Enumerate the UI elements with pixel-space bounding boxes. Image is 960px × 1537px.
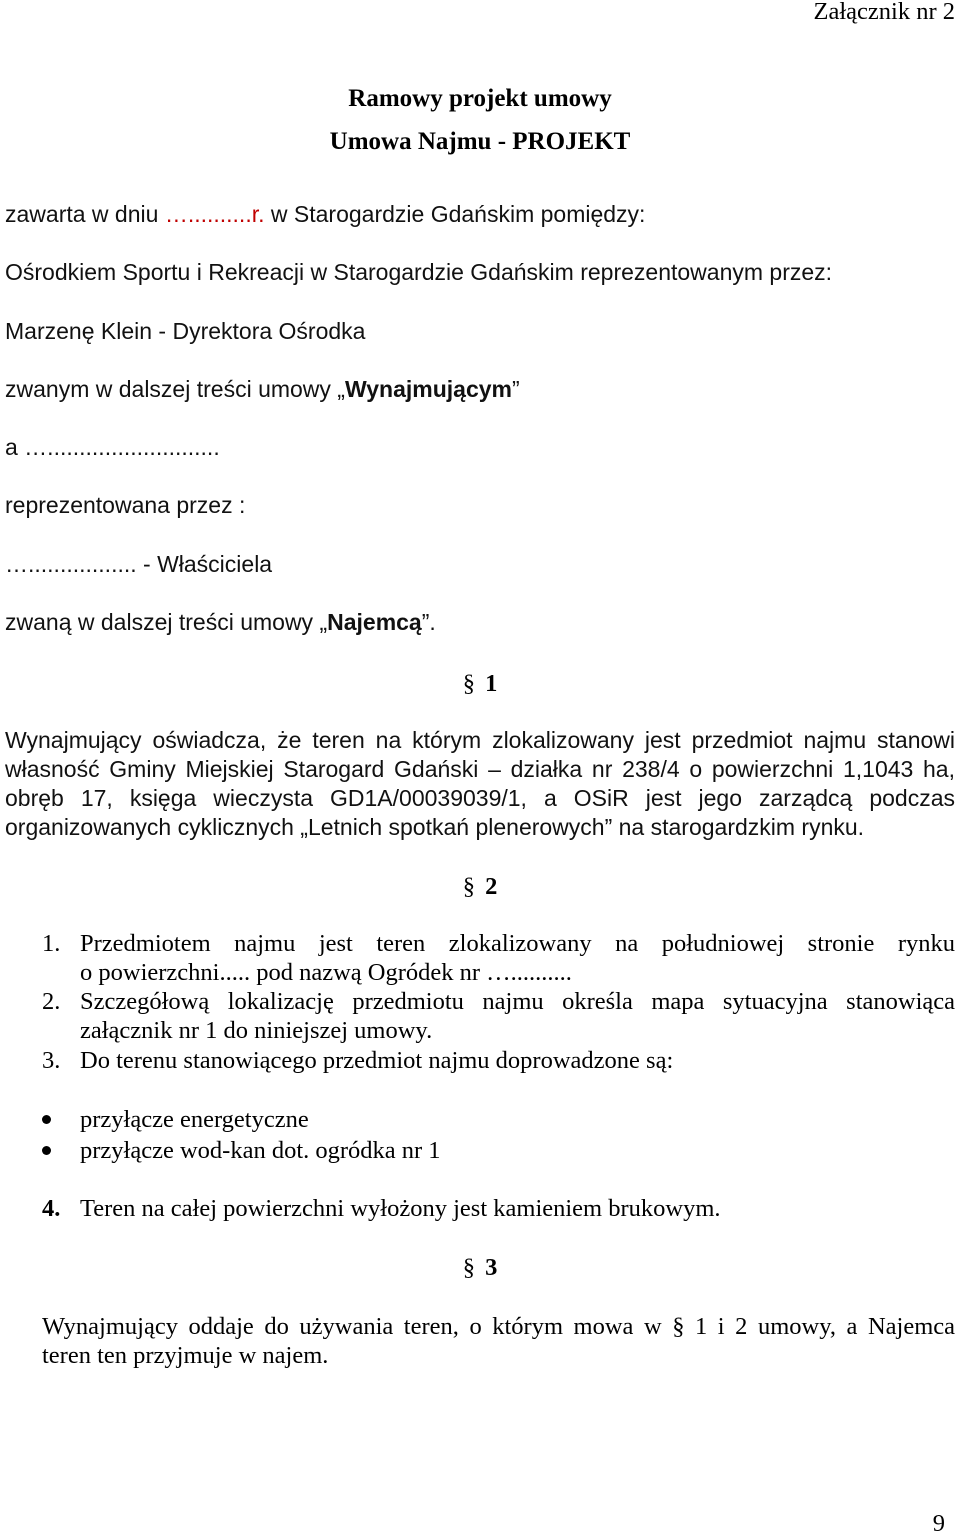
section-heading-3 <box>0 1253 960 1282</box>
bullet-item: przyłącze wod-kan dot. ogródka nr 1 <box>80 1136 441 1164</box>
date-prefix: zawarta w dniu <box>5 201 165 227</box>
list-item-number: 2. <box>42 987 61 1015</box>
list-item-line: Do terenu stanowiącego przedmiot najmu doprowadzone są: <box>80 1046 674 1074</box>
lessee-alias-suffix: ”. <box>421 609 436 636</box>
section-number: 3 <box>485 1253 498 1281</box>
parties-block <box>5 185 955 651</box>
attachment-label: Załącznik nr 2 <box>813 0 955 25</box>
section-heading-1 <box>0 669 960 698</box>
lessee-representative: …................. - Właściciela <box>5 550 273 577</box>
contract-date-line <box>5 185 955 243</box>
lessor-alias: Wynajmującym <box>344 375 512 402</box>
paragraph-line: teren ten przyjmuje w najem. <box>42 1341 329 1369</box>
lessee-alias-prefix: zwaną w dalszej treści umowy „ <box>5 609 328 636</box>
document-title: Ramowy projekt umowy <box>348 85 612 112</box>
list-item-line: o powierzchni..... pod nazwą Ogródek nr ….......... <box>80 958 572 986</box>
paragraph-line: obręb 17, księga wieczysta GD1A/00039039/1, a OSiR jest jego zarządcą podczas <box>5 785 955 812</box>
date-blank: …..........r. <box>164 201 265 227</box>
list-item-line: Szczegółową lokalizację przedmiotu najmu określa mapa sytuacyjna stanowiąca <box>80 987 955 1015</box>
list-item-number: 1. <box>42 929 61 957</box>
list-item-line: załącznik nr 1 do niniejszej umowy. <box>80 1016 433 1044</box>
lessee-representative-label: reprezentowana przez : <box>5 492 246 519</box>
section-heading-2 <box>0 872 960 901</box>
list-item-number: 4. <box>42 1194 61 1222</box>
lessor-line: Ośrodkiem Sportu i Rekreacji w Starogardzie Gdańskim reprezentowanym przez: <box>5 259 833 286</box>
paragraph-line: Wynajmujący oświadcza, że teren na którym zlokalizowany jest przedmiot najmu stanowi <box>5 726 955 753</box>
lessee-alias-line <box>5 593 955 651</box>
lessor-alias-line <box>5 360 955 418</box>
lessee-line: a …........................... <box>5 434 220 461</box>
bullet-icon <box>42 1115 51 1124</box>
lessor-alias-suffix: ” <box>512 375 520 402</box>
document-subtitle: Umowa Najmu - PROJEKT <box>329 128 631 155</box>
section-symbol: § <box>462 1253 475 1281</box>
date-suffix: w Starogardzie Gdańskim pomiędzy: <box>264 201 646 227</box>
page-number: 9 <box>932 1510 945 1537</box>
paragraph-line: organizowanych cyklicznych „Letnich spotkań plenerowych” na starogardzkim rynku. <box>5 814 865 841</box>
bullet-item: przyłącze energetyczne <box>80 1105 309 1133</box>
lessee-alias: Najemcą <box>327 609 422 636</box>
paragraph-line: własność Gminy Miejskiej Starogard Gdański – działka nr 238/4 o powierzchni 1,1043 ha, <box>5 755 955 782</box>
lessor-alias-prefix: zwanym w dalszej treści umowy „ <box>5 375 345 402</box>
section-symbol: § <box>462 872 475 900</box>
list-item-line: Przedmiotem najmu jest teren zlokalizowany na południowej stronie rynku <box>80 929 955 957</box>
list-item-line: Teren na całej powierzchni wyłożony jest kamieniem brukowym. <box>80 1194 721 1222</box>
section-number: 2 <box>485 872 498 900</box>
bullet-icon <box>42 1146 51 1155</box>
section-symbol: § <box>462 669 475 697</box>
lessor-representative: Marzenę Klein - Dyrektora Ośrodka <box>5 317 366 344</box>
list-item-number: 3. <box>42 1046 61 1074</box>
section-number: 1 <box>485 669 498 697</box>
paragraph-line: Wynajmujący oddaje do używania teren, o którym mowa w § 1 i 2 umowy, a Najemca <box>42 1312 955 1340</box>
